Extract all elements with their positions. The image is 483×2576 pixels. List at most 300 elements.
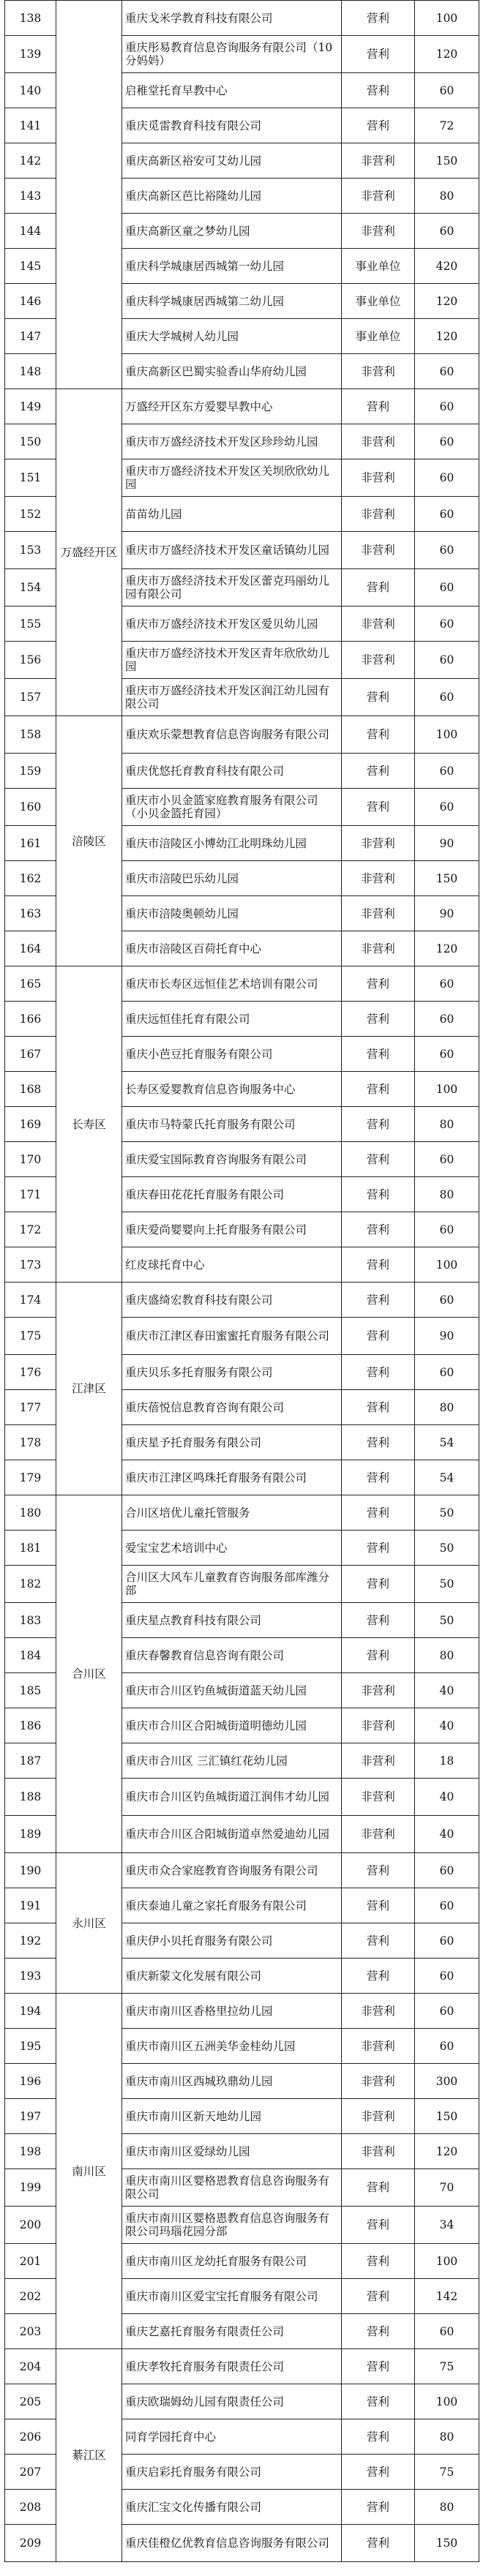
institution-name-cell: 重庆市南川区龙幼托育服务有限公司 bbox=[122, 2244, 342, 2279]
institution-name-cell: 重庆市南川区婴格恩教育信息咨询服务有限公司 bbox=[122, 2169, 342, 2207]
row-number-cell: 184 bbox=[5, 1638, 56, 1673]
institution-name-cell: 重庆市合川区钓鱼城街道江润伟才幼儿园 bbox=[122, 1779, 342, 1816]
institution-name-cell: 苗苗幼儿园 bbox=[122, 497, 342, 532]
nature-cell: 营利 bbox=[342, 2490, 415, 2525]
capacity-cell: 150 bbox=[415, 2099, 479, 2134]
row-number-cell: 174 bbox=[5, 1283, 56, 1318]
capacity-cell: 75 bbox=[415, 2349, 479, 2384]
capacity-cell: 75 bbox=[415, 2455, 479, 2490]
nature-cell: 营利 bbox=[342, 1460, 415, 1495]
row-number-cell: 185 bbox=[5, 1673, 56, 1708]
capacity-cell: 60 bbox=[415, 754, 479, 789]
institution-name-cell: 重庆汇宝文化传播有限公司 bbox=[122, 2490, 342, 2525]
capacity-cell: 50 bbox=[415, 1566, 479, 1603]
district-cell bbox=[56, 1, 122, 389]
table-body bbox=[5, 1, 479, 2562]
row-number-cell: 209 bbox=[5, 2525, 56, 2562]
institution-name-cell: 重庆爱宝国际教育咨询服务有限公司 bbox=[122, 1142, 342, 1177]
row-number-cell: 144 bbox=[5, 214, 56, 249]
capacity-cell: 40 bbox=[415, 1708, 479, 1743]
capacity-cell: 100 bbox=[415, 2244, 479, 2279]
nature-cell: 非营利 bbox=[342, 607, 415, 642]
institution-name-cell: 重庆市合川区 三汇镇红花幼儿园 bbox=[122, 1743, 342, 1779]
row-number-cell: 203 bbox=[5, 2314, 56, 2349]
row-number-cell: 188 bbox=[5, 1779, 56, 1816]
institution-name-cell: 重庆欢乐蒙想教育信息咨询服务有限公司 bbox=[122, 716, 342, 754]
row-number-cell: 202 bbox=[5, 2279, 56, 2314]
row-number-cell: 200 bbox=[5, 2207, 56, 2244]
nature-cell: 非营利 bbox=[342, 424, 415, 459]
institution-name-cell: 重庆市万盛经济技术开发区蕾克玛丽幼儿园有限公司 bbox=[122, 569, 342, 607]
nature-cell: 营利 bbox=[342, 1, 415, 36]
district-cell: 綦江区 bbox=[56, 2349, 122, 2562]
nature-cell: 营利 bbox=[342, 1853, 415, 1888]
capacity-cell: 60 bbox=[415, 679, 479, 716]
nature-cell: 营利 bbox=[342, 1959, 415, 1994]
nature-cell: 营利 bbox=[342, 2314, 415, 2349]
capacity-cell: 80 bbox=[415, 2419, 479, 2455]
nature-cell: 非营利 bbox=[342, 1816, 415, 1853]
capacity-cell: 100 bbox=[415, 1, 479, 36]
capacity-cell: 60 bbox=[415, 607, 479, 642]
row-number-cell: 183 bbox=[5, 1603, 56, 1638]
capacity-cell: 60 bbox=[415, 789, 479, 826]
institution-name-cell: 重庆小芭豆托育服务有限公司 bbox=[122, 1037, 342, 1072]
capacity-cell: 100 bbox=[415, 2384, 479, 2419]
capacity-cell: 70 bbox=[415, 2169, 479, 2207]
capacity-cell: 120 bbox=[415, 284, 479, 319]
capacity-cell: 60 bbox=[415, 569, 479, 607]
nature-cell: 营利 bbox=[342, 1212, 415, 1247]
nature-cell: 事业单位 bbox=[342, 319, 415, 354]
institution-name-cell: 合川区培优儿童托管服务 bbox=[122, 1495, 342, 1531]
row-number-cell: 150 bbox=[5, 424, 56, 459]
nature-cell: 营利 bbox=[342, 754, 415, 789]
capacity-cell: 60 bbox=[415, 2029, 479, 2064]
row-number-cell: 196 bbox=[5, 2064, 56, 2099]
institution-name-cell: 重庆盛绮宏教育科技有限公司 bbox=[122, 1283, 342, 1318]
row-number-cell: 189 bbox=[5, 1816, 56, 1853]
row-number-cell: 201 bbox=[5, 2244, 56, 2279]
institution-name-cell: 重庆市万盛经济技术开发区童话镇幼儿园 bbox=[122, 532, 342, 569]
nature-cell: 营利 bbox=[342, 2207, 415, 2244]
institution-name-cell: 重庆高新区童之梦幼儿园 bbox=[122, 214, 342, 249]
institution-name-cell: 重庆市南川区香格里拉幼儿园 bbox=[122, 1994, 342, 2029]
table-row bbox=[5, 1283, 479, 1318]
institution-name-cell: 重庆星点教育科技有限公司 bbox=[122, 1603, 342, 1638]
row-number-cell: 169 bbox=[5, 1107, 56, 1142]
row-number-cell: 167 bbox=[5, 1037, 56, 1072]
capacity-cell: 40 bbox=[415, 1673, 479, 1708]
row-number-cell: 164 bbox=[5, 931, 56, 966]
capacity-cell: 120 bbox=[415, 36, 479, 73]
row-number-cell: 171 bbox=[5, 1177, 56, 1212]
capacity-cell: 54 bbox=[415, 1460, 479, 1495]
capacity-cell: 150 bbox=[415, 143, 479, 179]
row-number-cell: 173 bbox=[5, 1247, 56, 1283]
institution-name-cell: 重庆戈米学教育科技有限公司 bbox=[122, 1, 342, 36]
institution-name-cell: 重庆市万盛经济技术开发区青年欣欣幼儿园 bbox=[122, 642, 342, 679]
row-number-cell: 194 bbox=[5, 1994, 56, 2029]
capacity-cell: 100 bbox=[415, 716, 479, 754]
capacity-cell: 420 bbox=[415, 249, 479, 284]
row-number-cell: 155 bbox=[5, 607, 56, 642]
nature-cell: 非营利 bbox=[342, 1994, 415, 2029]
nature-cell: 非营利 bbox=[342, 1708, 415, 1743]
capacity-cell: 60 bbox=[415, 389, 479, 424]
row-number-cell: 147 bbox=[5, 319, 56, 354]
institution-name-cell: 重庆市南川区婴格恩教育信息咨询服务有限公司玛瑙花园分部 bbox=[122, 2207, 342, 2244]
row-number-cell: 181 bbox=[5, 1531, 56, 1566]
nature-cell: 营利 bbox=[342, 1531, 415, 1566]
row-number-cell: 187 bbox=[5, 1743, 56, 1779]
district-cell: 南川区 bbox=[56, 1994, 122, 2349]
nature-cell: 营利 bbox=[342, 1142, 415, 1177]
institution-name-cell: 重庆市万盛经济技术开发区珍珍幼儿园 bbox=[122, 424, 342, 459]
nature-cell: 营利 bbox=[342, 1247, 415, 1283]
capacity-cell: 90 bbox=[415, 1318, 479, 1355]
district-cell: 江津区 bbox=[56, 1283, 122, 1495]
institution-name-cell: 重庆春馨教育信息咨询有限公司 bbox=[122, 1638, 342, 1673]
nature-cell: 营利 bbox=[342, 1425, 415, 1460]
institution-name-cell: 重庆孝牧托育服务有限责任公司 bbox=[122, 2349, 342, 2384]
capacity-cell: 150 bbox=[415, 2525, 479, 2562]
institution-name-cell: 合川区大风车儿童教育咨询服务部库潍分部 bbox=[122, 1566, 342, 1603]
institution-name-cell: 重庆市合川区钓鱼城街道蓝天幼儿园 bbox=[122, 1673, 342, 1708]
row-number-cell: 158 bbox=[5, 716, 56, 754]
row-number-cell: 172 bbox=[5, 1212, 56, 1247]
capacity-cell: 50 bbox=[415, 1603, 479, 1638]
capacity-cell: 60 bbox=[415, 1002, 479, 1037]
row-number-cell: 151 bbox=[5, 459, 56, 497]
institution-name-cell: 重庆市万盛经济技术开发区爱贝幼儿园 bbox=[122, 607, 342, 642]
institution-name-cell: 重庆市南川区爱绿幼儿园 bbox=[122, 2134, 342, 2169]
row-number-cell: 154 bbox=[5, 569, 56, 607]
nature-cell: 营利 bbox=[342, 679, 415, 716]
nature-cell: 营利 bbox=[342, 2169, 415, 2207]
row-number-cell: 146 bbox=[5, 284, 56, 319]
row-number-cell: 180 bbox=[5, 1495, 56, 1531]
nature-cell: 营利 bbox=[342, 966, 415, 1002]
row-number-cell: 157 bbox=[5, 679, 56, 716]
row-number-cell: 142 bbox=[5, 143, 56, 179]
row-number-cell: 153 bbox=[5, 532, 56, 569]
capacity-cell: 80 bbox=[415, 1638, 479, 1673]
row-number-cell: 207 bbox=[5, 2455, 56, 2490]
nature-cell: 非营利 bbox=[342, 931, 415, 966]
nature-cell: 营利 bbox=[342, 1390, 415, 1425]
nature-cell: 营利 bbox=[342, 2525, 415, 2562]
district-cell: 合川区 bbox=[56, 1495, 122, 1853]
institution-name-cell: 重庆泰迪儿童之家托育服务有限公司 bbox=[122, 1888, 342, 1923]
capacity-cell: 300 bbox=[415, 2064, 479, 2099]
nature-cell: 营利 bbox=[342, 1355, 415, 1390]
row-number-cell: 182 bbox=[5, 1566, 56, 1603]
capacity-cell: 80 bbox=[415, 2490, 479, 2525]
capacity-cell: 60 bbox=[415, 1037, 479, 1072]
capacity-cell: 142 bbox=[415, 2279, 479, 2314]
nature-cell: 营利 bbox=[342, 569, 415, 607]
institution-name-cell: 重庆科学城康居西城第二幼儿园 bbox=[122, 284, 342, 319]
institution-name-cell: 重庆春田花花托育服务有限公司 bbox=[122, 1177, 342, 1212]
nature-cell: 营利 bbox=[342, 1603, 415, 1638]
nature-cell: 营利 bbox=[342, 108, 415, 143]
nature-cell: 营利 bbox=[342, 2419, 415, 2455]
institution-name-cell: 重庆蓓悦信息教育咨询有限公司 bbox=[122, 1390, 342, 1425]
institution-name-cell: 重庆爱尚婴婴向上托育服务有限公司 bbox=[122, 1212, 342, 1247]
institution-name-cell: 重庆贝乐多托育服务有限公司 bbox=[122, 1355, 342, 1390]
capacity-cell: 34 bbox=[415, 2207, 479, 2244]
institution-name-cell: 重庆彤易教育信息咨询服务有限公司（10分妈妈） bbox=[122, 36, 342, 73]
institution-name-cell: 同育学园托育中心 bbox=[122, 2419, 342, 2455]
institution-name-cell: 重庆市小贝金篮家庭教育服务有限公司（小贝金篮托育园） bbox=[122, 789, 342, 826]
nature-cell: 非营利 bbox=[342, 532, 415, 569]
capacity-cell: 60 bbox=[415, 1994, 479, 2029]
capacity-cell: 40 bbox=[415, 1779, 479, 1816]
institution-name-cell: 重庆市万盛经济技术开发区关坝欣欣幼儿园 bbox=[122, 459, 342, 497]
nature-cell: 非营利 bbox=[342, 861, 415, 896]
capacity-cell: 80 bbox=[415, 1177, 479, 1212]
capacity-cell: 60 bbox=[415, 642, 479, 679]
institution-name-cell: 重庆大学城树人幼儿园 bbox=[122, 319, 342, 354]
institution-name-cell: 重庆市合川区合阳城街道卓然爱迪幼儿园 bbox=[122, 1816, 342, 1853]
district-cell: 永川区 bbox=[56, 1853, 122, 1994]
nature-cell: 营利 bbox=[342, 1283, 415, 1318]
capacity-cell: 60 bbox=[415, 1853, 479, 1888]
row-number-cell: 163 bbox=[5, 896, 56, 931]
capacity-cell: 50 bbox=[415, 1531, 479, 1566]
institution-name-cell: 重庆高新区巴蜀实验香山华府幼儿园 bbox=[122, 354, 342, 389]
row-number-cell: 145 bbox=[5, 249, 56, 284]
capacity-cell: 50 bbox=[415, 1495, 479, 1531]
capacity-cell: 100 bbox=[415, 1072, 479, 1107]
institution-name-cell: 重庆优悠托育教育科技有限公司 bbox=[122, 754, 342, 789]
nature-cell: 非营利 bbox=[342, 497, 415, 532]
capacity-cell: 120 bbox=[415, 319, 479, 354]
institution-name-cell: 启稚堂托育早教中心 bbox=[122, 73, 342, 108]
institution-name-cell: 重庆市南川区西城玖鼎幼儿园 bbox=[122, 2064, 342, 2099]
row-number-cell: 198 bbox=[5, 2134, 56, 2169]
capacity-cell: 60 bbox=[415, 1923, 479, 1959]
row-number-cell: 170 bbox=[5, 1142, 56, 1177]
capacity-cell: 150 bbox=[415, 861, 479, 896]
institution-name-cell: 重庆欧瑞姆幼儿园有限责任公司 bbox=[122, 2384, 342, 2419]
nature-cell: 非营利 bbox=[342, 2064, 415, 2099]
capacity-cell: 120 bbox=[415, 931, 479, 966]
capacity-cell: 72 bbox=[415, 108, 479, 143]
row-number-cell: 192 bbox=[5, 1923, 56, 1959]
nature-cell: 非营利 bbox=[342, 826, 415, 861]
row-number-cell: 175 bbox=[5, 1318, 56, 1355]
capacity-cell: 60 bbox=[415, 1142, 479, 1177]
row-number-cell: 165 bbox=[5, 966, 56, 1002]
capacity-cell: 60 bbox=[415, 532, 479, 569]
institution-table bbox=[4, 0, 479, 2562]
institution-name-cell: 重庆伊小贝托育服务有限公司 bbox=[122, 1923, 342, 1959]
nature-cell: 营利 bbox=[342, 73, 415, 108]
institution-name-cell: 重庆高新区芭比裕隆幼儿园 bbox=[122, 179, 342, 214]
capacity-cell: 100 bbox=[415, 1247, 479, 1283]
row-number-cell: 148 bbox=[5, 354, 56, 389]
nature-cell: 非营利 bbox=[342, 179, 415, 214]
capacity-cell: 60 bbox=[415, 1355, 479, 1390]
institution-name-cell: 重庆市马特蒙氏托育服务有限公司 bbox=[122, 1107, 342, 1142]
institution-name-cell: 重庆星予托育服务有限公司 bbox=[122, 1425, 342, 1460]
nature-cell: 非营利 bbox=[342, 642, 415, 679]
row-number-cell: 156 bbox=[5, 642, 56, 679]
institution-name-cell: 重庆市南川区五洲美华金桂幼儿园 bbox=[122, 2029, 342, 2064]
institution-name-cell: 重庆市涪陵区百荷托育中心 bbox=[122, 931, 342, 966]
capacity-cell: 80 bbox=[415, 179, 479, 214]
institution-name-cell: 重庆市合川区合阳城街道明德幼儿园 bbox=[122, 1708, 342, 1743]
nature-cell: 非营利 bbox=[342, 143, 415, 179]
institution-name-cell: 重庆市众合家庭教育咨询服务有限公司 bbox=[122, 1853, 342, 1888]
capacity-cell: 60 bbox=[415, 1283, 479, 1318]
capacity-cell: 60 bbox=[415, 73, 479, 108]
nature-cell: 营利 bbox=[342, 1002, 415, 1037]
nature-cell: 营利 bbox=[342, 1888, 415, 1923]
institution-name-cell: 重庆科学城康居西城第一幼儿园 bbox=[122, 249, 342, 284]
row-number-cell: 197 bbox=[5, 2099, 56, 2134]
nature-cell: 营利 bbox=[342, 716, 415, 754]
capacity-cell: 80 bbox=[415, 1107, 479, 1142]
nature-cell: 营利 bbox=[342, 36, 415, 73]
row-number-cell: 204 bbox=[5, 2349, 56, 2384]
table-row bbox=[5, 1495, 479, 1531]
capacity-cell: 80 bbox=[415, 1390, 479, 1425]
district-cell: 涪陵区 bbox=[56, 716, 122, 966]
nature-cell: 非营利 bbox=[342, 2134, 415, 2169]
institution-name-cell: 重庆市南川区爱宝宝托育服务有限公司 bbox=[122, 2279, 342, 2314]
nature-cell: 营利 bbox=[342, 1072, 415, 1107]
capacity-cell: 60 bbox=[415, 354, 479, 389]
institution-name-cell: 重庆市江津区春田蜜蜜托育服务有限公司 bbox=[122, 1318, 342, 1355]
row-number-cell: 193 bbox=[5, 1959, 56, 1994]
capacity-cell: 60 bbox=[415, 424, 479, 459]
institution-name-cell: 重庆市江津区鸣珠托育服务有限公司 bbox=[122, 1460, 342, 1495]
row-number-cell: 141 bbox=[5, 108, 56, 143]
capacity-cell: 60 bbox=[415, 214, 479, 249]
table-row bbox=[5, 966, 479, 1002]
institution-name-cell: 红皮球托育中心 bbox=[122, 1247, 342, 1283]
institution-name-cell: 重庆市涪陵区小博幼江北明珠幼儿园 bbox=[122, 826, 342, 861]
institution-name-cell: 万盛经开区东方爱婴早教中心 bbox=[122, 389, 342, 424]
institution-name-cell: 长寿区爱婴教育信息咨询服务中心 bbox=[122, 1072, 342, 1107]
nature-cell: 非营利 bbox=[342, 354, 415, 389]
table-row bbox=[5, 1994, 479, 2029]
row-number-cell: 138 bbox=[5, 1, 56, 36]
institution-name-cell: 重庆市涪陵巴乐幼儿园 bbox=[122, 861, 342, 896]
nature-cell: 非营利 bbox=[342, 1779, 415, 1816]
nature-cell: 营利 bbox=[342, 2384, 415, 2419]
institution-name-cell: 重庆市长寿区远恒佳艺术培训有限公司 bbox=[122, 966, 342, 1002]
capacity-cell: 60 bbox=[415, 1212, 479, 1247]
nature-cell: 营利 bbox=[342, 2279, 415, 2314]
table-row bbox=[5, 1, 479, 36]
nature-cell: 营利 bbox=[342, 1318, 415, 1355]
nature-cell: 非营利 bbox=[342, 459, 415, 497]
institution-name-cell: 重庆市涪陵奥顿幼儿园 bbox=[122, 896, 342, 931]
row-number-cell: 139 bbox=[5, 36, 56, 73]
nature-cell: 营利 bbox=[342, 2244, 415, 2279]
nature-cell: 营利 bbox=[342, 1923, 415, 1959]
row-number-cell: 161 bbox=[5, 826, 56, 861]
nature-cell: 非营利 bbox=[342, 896, 415, 931]
nature-cell: 非营利 bbox=[342, 2029, 415, 2064]
institution-name-cell: 重庆远恒佳托育有限公司 bbox=[122, 1002, 342, 1037]
capacity-cell: 60 bbox=[415, 966, 479, 1002]
nature-cell: 非营利 bbox=[342, 214, 415, 249]
district-cell: 万盛经开区 bbox=[56, 389, 122, 716]
capacity-cell: 60 bbox=[415, 1959, 479, 1994]
row-number-cell: 177 bbox=[5, 1390, 56, 1425]
row-number-cell: 191 bbox=[5, 1888, 56, 1923]
institution-name-cell: 重庆艺嘉托育服务有限责任公司 bbox=[122, 2314, 342, 2349]
row-number-cell: 152 bbox=[5, 497, 56, 532]
district-cell: 长寿区 bbox=[56, 966, 122, 1283]
nature-cell: 非营利 bbox=[342, 1673, 415, 1708]
table-row bbox=[5, 389, 479, 424]
table-row bbox=[5, 2349, 479, 2384]
row-number-cell: 208 bbox=[5, 2490, 56, 2525]
table-row bbox=[5, 716, 479, 754]
row-number-cell: 199 bbox=[5, 2169, 56, 2207]
capacity-cell: 54 bbox=[415, 1425, 479, 1460]
nature-cell: 事业单位 bbox=[342, 249, 415, 284]
nature-cell: 营利 bbox=[342, 389, 415, 424]
row-number-cell: 140 bbox=[5, 73, 56, 108]
row-number-cell: 186 bbox=[5, 1708, 56, 1743]
row-number-cell: 143 bbox=[5, 179, 56, 214]
institution-name-cell: 重庆佳橙亿优教育信息咨询服务有限公司 bbox=[122, 2525, 342, 2562]
nature-cell: 营利 bbox=[342, 2455, 415, 2490]
institution-name-cell: 重庆新蒙文化发展有限公司 bbox=[122, 1959, 342, 1994]
nature-cell: 营利 bbox=[342, 1638, 415, 1673]
capacity-cell: 60 bbox=[415, 459, 479, 497]
capacity-cell: 60 bbox=[415, 2314, 479, 2349]
nature-cell: 营利 bbox=[342, 1495, 415, 1531]
table-row bbox=[5, 1853, 479, 1888]
nature-cell: 非营利 bbox=[342, 1743, 415, 1779]
row-number-cell: 195 bbox=[5, 2029, 56, 2064]
institution-name-cell: 重庆高新区裕安可艾幼儿园 bbox=[122, 143, 342, 179]
nature-cell: 营利 bbox=[342, 1107, 415, 1142]
row-number-cell: 178 bbox=[5, 1425, 56, 1460]
row-number-cell: 162 bbox=[5, 861, 56, 896]
capacity-cell: 90 bbox=[415, 896, 479, 931]
nature-cell: 营利 bbox=[342, 789, 415, 826]
row-number-cell: 206 bbox=[5, 2419, 56, 2455]
institution-name-cell: 重庆觅雷教育科技有限公司 bbox=[122, 108, 342, 143]
row-number-cell: 149 bbox=[5, 389, 56, 424]
nature-cell: 营利 bbox=[342, 1177, 415, 1212]
row-number-cell: 160 bbox=[5, 789, 56, 826]
row-number-cell: 168 bbox=[5, 1072, 56, 1107]
capacity-cell: 60 bbox=[415, 497, 479, 532]
nature-cell: 非营利 bbox=[342, 2099, 415, 2134]
institution-name-cell: 重庆市万盛经济技术开发区润江幼儿园有限公司 bbox=[122, 679, 342, 716]
capacity-cell: 18 bbox=[415, 1743, 479, 1779]
institution-name-cell: 重庆启彩托育服务有限公司 bbox=[122, 2455, 342, 2490]
row-number-cell: 166 bbox=[5, 1002, 56, 1037]
nature-cell: 营利 bbox=[342, 1566, 415, 1603]
capacity-cell: 60 bbox=[415, 1888, 479, 1923]
institution-name-cell: 爱宝宝艺术培训中心 bbox=[122, 1531, 342, 1566]
row-number-cell: 159 bbox=[5, 754, 56, 789]
row-number-cell: 179 bbox=[5, 1460, 56, 1495]
row-number-cell: 205 bbox=[5, 2384, 56, 2419]
capacity-cell: 120 bbox=[415, 2134, 479, 2169]
